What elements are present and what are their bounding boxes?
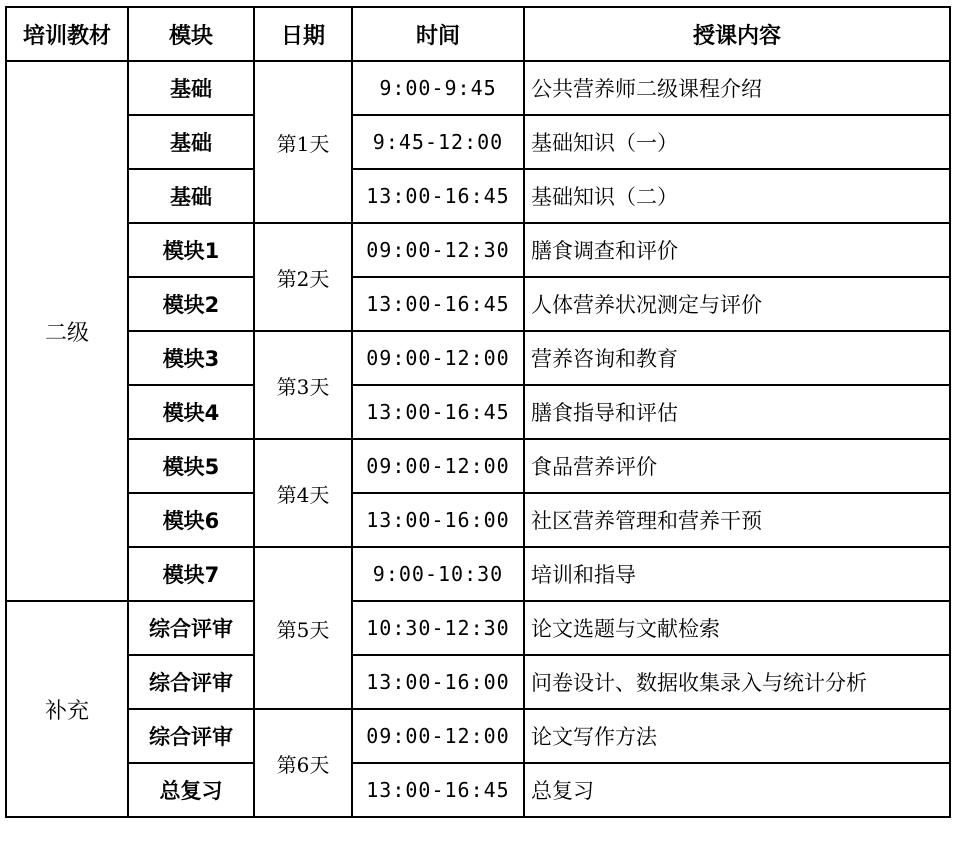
time-cell: 09:00-12:30	[352, 223, 524, 277]
table-row	[6, 277, 950, 331]
content-cell: 论文选题与文献检索	[524, 601, 950, 655]
header-material: 培训教材	[6, 7, 128, 61]
content-cell: 基础知识（二）	[524, 169, 950, 223]
material-cell: 补充	[6, 601, 128, 817]
content-cell: 膳食指导和评估	[524, 385, 950, 439]
content-cell: 论文写作方法	[524, 709, 950, 763]
time-cell: 09:00-12:00	[352, 709, 524, 763]
header-time: 时间	[352, 7, 524, 61]
module-cell: 基础	[128, 169, 254, 223]
table-row	[6, 601, 950, 655]
module-cell: 模块3	[128, 331, 254, 385]
content-cell: 食品营养评价	[524, 439, 950, 493]
module-cell: 基础	[128, 115, 254, 169]
content-cell: 膳食调查和评价	[524, 223, 950, 277]
module-cell: 模块4	[128, 385, 254, 439]
time-cell: 9:00-10:30	[352, 547, 524, 601]
table-row	[6, 547, 950, 601]
content-cell: 问卷设计、数据收集录入与统计分析	[524, 655, 950, 709]
header-date: 日期	[254, 7, 352, 61]
date-cell: 第5天	[254, 547, 352, 709]
content-cell: 公共营养师二级课程介绍	[524, 61, 950, 115]
module-cell: 基础	[128, 61, 254, 115]
module-cell: 总复习	[128, 763, 254, 817]
content-cell: 人体营养状况测定与评价	[524, 277, 950, 331]
training-schedule-table	[5, 6, 951, 818]
time-cell: 13:00-16:45	[352, 277, 524, 331]
table-row	[6, 493, 950, 547]
header-content: 授课内容	[524, 7, 950, 61]
table-row	[6, 331, 950, 385]
module-cell: 模块6	[128, 493, 254, 547]
table-row	[6, 223, 950, 277]
content-cell: 培训和指导	[524, 547, 950, 601]
content-cell: 社区营养管理和营养干预	[524, 493, 950, 547]
table-row	[6, 439, 950, 493]
time-cell: 13:00-16:45	[352, 763, 524, 817]
table-row	[6, 115, 950, 169]
time-cell: 13:00-16:45	[352, 169, 524, 223]
time-cell: 13:00-16:45	[352, 385, 524, 439]
time-cell: 9:45-12:00	[352, 115, 524, 169]
time-cell: 9:00-9:45	[352, 61, 524, 115]
table-row	[6, 61, 950, 115]
date-cell: 第3天	[254, 331, 352, 439]
content-cell: 基础知识（一）	[524, 115, 950, 169]
time-cell: 09:00-12:00	[352, 439, 524, 493]
material-cell: 二级	[6, 61, 128, 601]
module-cell: 综合评审	[128, 655, 254, 709]
date-cell: 第1天	[254, 61, 352, 223]
date-cell: 第4天	[254, 439, 352, 547]
content-cell: 营养咨询和教育	[524, 331, 950, 385]
date-cell: 第2天	[254, 223, 352, 331]
module-cell: 模块7	[128, 547, 254, 601]
time-cell: 09:00-12:00	[352, 331, 524, 385]
time-cell: 13:00-16:00	[352, 655, 524, 709]
content-cell: 总复习	[524, 763, 950, 817]
module-cell: 综合评审	[128, 709, 254, 763]
table-row	[6, 169, 950, 223]
time-cell: 13:00-16:00	[352, 493, 524, 547]
time-cell: 10:30-12:30	[352, 601, 524, 655]
module-cell: 模块1	[128, 223, 254, 277]
module-cell: 模块2	[128, 277, 254, 331]
table-row	[6, 763, 950, 817]
table-row	[6, 709, 950, 763]
header-module: 模块	[128, 7, 254, 61]
table-row	[6, 385, 950, 439]
header-row	[6, 7, 950, 61]
table-row	[6, 655, 950, 709]
module-cell: 综合评审	[128, 601, 254, 655]
module-cell: 模块5	[128, 439, 254, 493]
date-cell: 第6天	[254, 709, 352, 817]
